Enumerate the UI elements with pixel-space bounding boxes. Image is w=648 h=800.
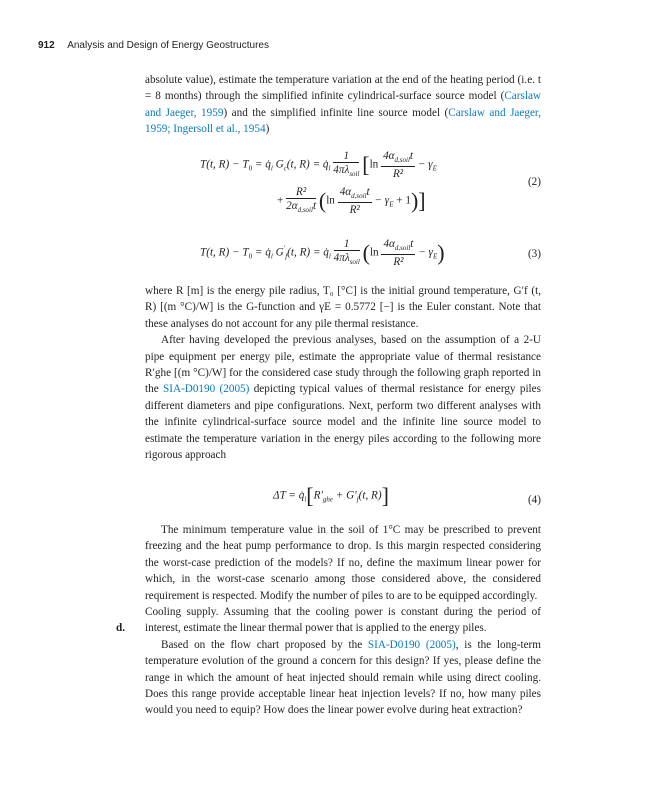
equation-4: $\Delta T = q̇_l[R'_{ghe} + G'_f(t$, R)] (4) [273,483,541,508]
page-number: 912 [38,40,55,51]
list-label-d: d. [116,622,126,634]
citation-link[interactable]: SIA-D0190 (2005) [367,638,456,651]
equation-3: T(t, $R) - T_0$ = $q̇_l$ $G'_f(t$, $R) = q̇_l$ $\frac{1}{4\pi\lambda_{soil}}$ (ln $\frac{4\alpha_{d,soil}t}{\text{R²}}$ − $\gamma_E$) (3) [200,238,541,268]
equation-number: (2) [527,176,541,188]
running-title: Analysis and Design of Energy Geostructures [67,40,269,51]
paragraph-questions: The minimum temperature value in the soil of 1°C may be prescribed to prevent freezing and the heat pump performance to drop. Is this margin respected considering the worst-case prediction of the models? If no, define the maximum linear power for which, in the worst-case scenario among those considered above, the considered requirement is respected. Modify the number of piles to are to be equipped accordingly. Cooling supply. Assuming that the cooling power is constant during the period of interest, estimate the linear thermal power that is applied to the energy piles. Based on the flow chart proposed by the SIA-D0190 (2005), is the long-term temperature evolution of the ground a concern for this design? If yes, please define the range in which the amount of heat injected should remain while using direct cooling. Does this range provide acceptable linear heat injection levels? If no, how many piles would you need to equip? How does the linear power evolve during heat extraction? [145,524,541,717]
equation-2: T(t, $R) - T_0$ = $q̇_l$ $G_c(t$, $R) = q̇_l$ $\frac{1}{4\pi\lambda_{soil}}$ [ln $\frac{4\alpha_{d,soil}t}{\text{R²}}$ − $\gamma_E$ + $\frac{\text{R²}}{2\alpha_{d,soil}t}$ (ln $\frac{4\alpha_{d,soil}t}{\text{R²}}$ − $\gamma_E + 1$)] (2) [200,150,541,216]
citation-link[interactable]: Carslaw and Jaeger, 1959 [145,90,541,119]
equation-number: (4) [527,494,541,506]
equation-number: (3) [527,248,541,260]
citation-link[interactable]: SIA-D0190 (2005) [163,383,250,396]
citation-link[interactable]: Carslaw and Jaeger, 1959; Ingersoll et al., 1954 [145,106,541,136]
paragraph-definitions: where R [m] is the energy pile radius, T₀ [°C] is the initial ground temperature, G′f (t, R) [(m °C)/W] is the G-function and γE = 0.5772 [−] is the Euler constant. Note that these analyses do not account for any pile thermal resistance. After having developed the previous analyses, based on the assumption of a 2-U pipe equipment per energy pile, estimate the appropriate value of thermal resistance R′ghe [(m °C)/W] for the considered case study through the following graph reported in the SIA-D0190 (2005) depicting typical values of thermal resistance for energy piles different diameters and pipe configurations. Next, perform two different analyses with the infinite cylindrical-surface source model and the infinite line source model to estimate the temperature variation in the energy piles according to the following more rigorous approach [145,285,541,462]
paragraph-intro: absolute value), estimate the temperature variation at the end of the heating period (i.e. t = 8 months) through the simplified infinite cylindrical-surface source model (Carslaw and Jaeger, 1959) and the simplified infinite line source model (Carslaw and Jaeger, 1959; Ingersoll et al., 1954) [145,74,541,136]
page-header [38,40,269,51]
